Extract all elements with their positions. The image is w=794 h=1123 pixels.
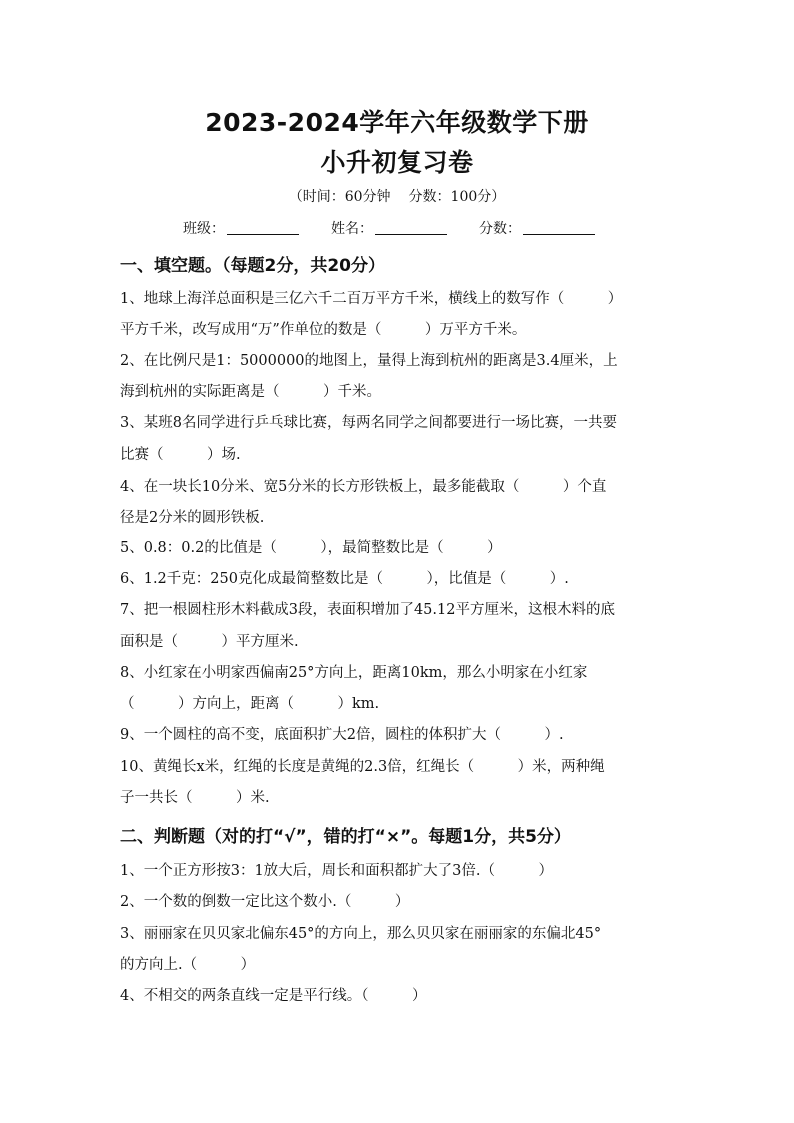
question-line: 1、地球上海洋总面积是三亿六千二百万平方千米，横线上的数写作（ ） [120, 291, 623, 307]
score-blank [523, 220, 595, 235]
class-label: 班级： [183, 221, 225, 237]
question-line: 海到杭州的实际距离是（ ）千米。 [120, 384, 381, 400]
question-line: 7、把一根圆柱形木料截成3段，表面积增加了45.12平方厘米，这根木料的底 [120, 602, 615, 618]
question-line: 4、在一块长10分米、宽5分米的长方形铁板上，最多能截取（ ）个直 [120, 479, 607, 495]
question-line: 2、一个数的倒数一定比这个数小.（ ） [120, 894, 410, 910]
score-label: 分数： [479, 221, 521, 237]
question-line: 3、丽丽家在贝贝家北偏东45°的方向上，那么贝贝家在丽丽家的东偏北45° [120, 926, 602, 942]
name-blank [375, 220, 447, 235]
question-line: 子一共长（ ）米. [120, 790, 270, 806]
class-blank [227, 220, 299, 235]
question-line: 5、0.8：0.2的比值是（ ），最简整数比是（ ） [120, 540, 502, 556]
question-line: 8、小红家在小明家西偏南25°方向上，距离10km，那么小明家在小红家 [120, 665, 588, 681]
question-line: 9、一个圆柱的高不变，底面积扩大2倍，圆柱的体积扩大（ ）. [120, 727, 564, 743]
time-info: （时间：60分钟 [288, 189, 391, 205]
section-true-false-heading: 二、判断题（对的打“√”，错的打“×”。每题1分，共5分） [120, 827, 571, 847]
question-line: 6、1.2千克：250克化成最简整数比是（ ），比值是（ ）. [120, 571, 569, 587]
class-field [183, 218, 299, 238]
name-field [331, 218, 447, 238]
question-line: 10、黄绳长x米，红绳的长度是黄绳的2.3倍，红绳长（ ）米，两种绳 [120, 759, 605, 775]
question-line: 平方千米，改写成用“万”作单位的数是（ ）万平方千米。 [120, 322, 527, 338]
name-label: 姓名： [331, 221, 373, 237]
question-line: 4、不相交的两条直线一定是平行线。（ ） [120, 988, 427, 1004]
exam-title: 2023-2024学年六年级数学下册 [205, 108, 589, 137]
question-line: 面积是（ ）平方厘米. [120, 634, 299, 650]
question-line: 3、某班8名同学进行乒乓球比赛，每两名同学之间都要进行一场比赛，一共要 [120, 415, 617, 431]
question-line: 比赛（ ）场. [120, 447, 241, 463]
question-line: 的方向上.（ ） [120, 957, 256, 973]
question-line: 2、在比例尺是1：5000000的地图上，量得上海到杭州的距离是3.4厘米，上 [120, 353, 618, 369]
question-line: 1、一个正方形按3：1放大后，周长和面积都扩大了3倍.（ ） [120, 863, 554, 879]
score-field [479, 218, 595, 238]
score-info: 分数：100分） [408, 189, 506, 205]
question-line: 径是2分米的圆形铁板. [120, 510, 265, 526]
question-line: （ ）方向上，距离（ ）km. [120, 696, 380, 712]
student-info [183, 218, 595, 238]
section-fill-blank-heading: 一、填空题。（每题2分，共20分） [120, 256, 385, 276]
exam-meta [0, 186, 794, 206]
exam-subtitle: 小升初复习卷 [320, 148, 474, 177]
